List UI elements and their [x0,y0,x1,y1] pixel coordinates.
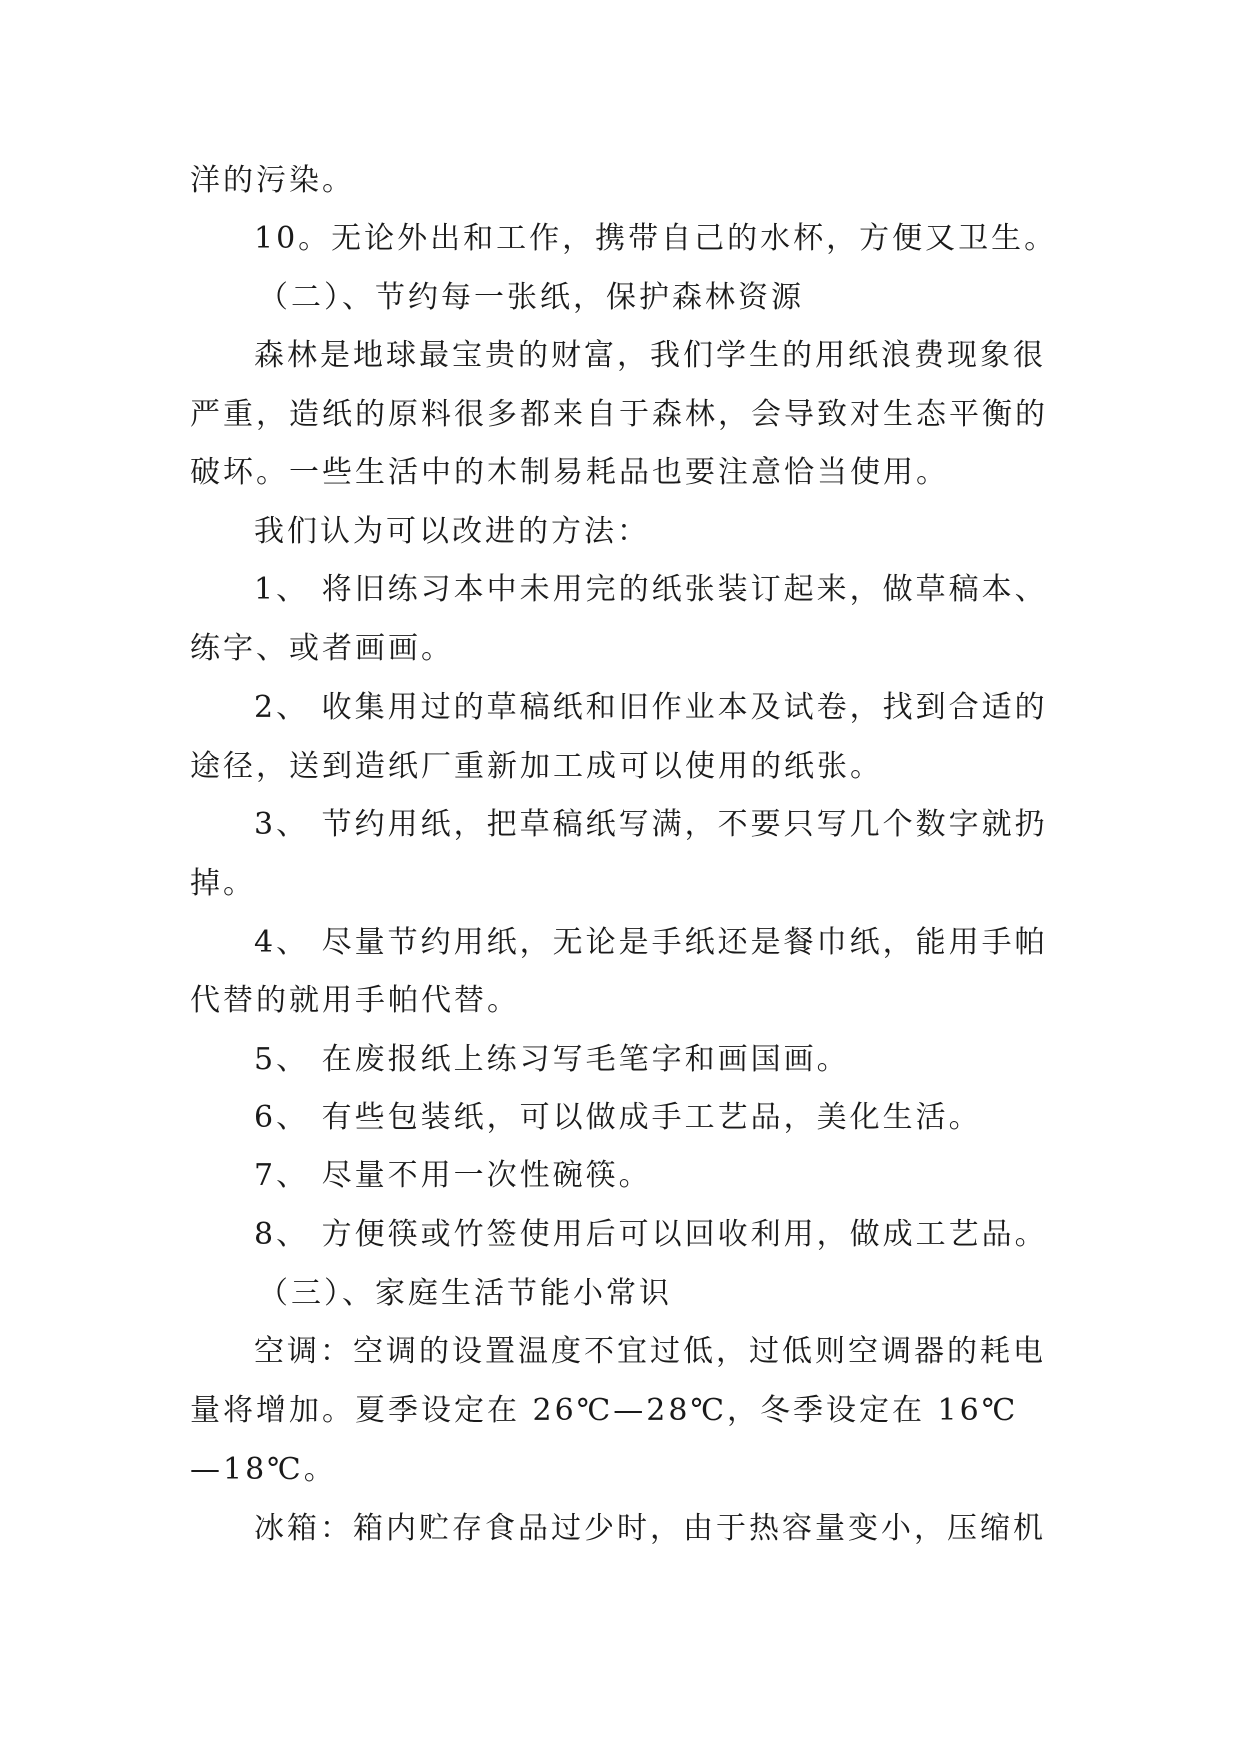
list-item-4-line-2: 代替的就用手帕代替。 [190,983,520,1018]
text-line-item-10: 10。无论外出和工作，携带自己的水杯，方便又卫生。 [254,221,1058,256]
paragraph-ac-line-2: 量将增加。夏季设定在 26℃—28℃，冬季设定在 16℃ [190,1393,1019,1428]
list-item-2-line-2: 途径，送到造纸厂重新加工成可以使用的纸张。 [190,749,883,784]
section-heading-3: （三）、家庭生活节能小常识 [258,1276,672,1311]
text-line-continuation: 洋的污染。 [190,163,355,198]
list-item-4-line-1: 4、 尽量节约用纸，无论是手纸还是餐巾纸，能用手帕 [254,925,1048,960]
paragraph-ac-line-3: —18℃。 [190,1452,337,1487]
list-item-7: 7、 尽量不用一次性碗筷。 [254,1158,652,1193]
list-item-6: 6、 有些包装纸，可以做成手工艺品，美化生活。 [254,1100,982,1135]
paragraph-fridge-line-1: 冰箱：箱内贮存食品过少时，由于热容量变小，压缩机 [254,1511,1046,1546]
paragraph-ac-line-1: 空调：空调的设置温度不宜过低，过低则空调器的耗电 [254,1334,1046,1369]
paragraph-forest-line-2: 严重，造纸的原料很多都来自于森林，会导致对生态平衡的 [190,397,1048,432]
paragraph-forest-line-3: 破坏。一些生活中的木制易耗品也要注意恰当使用。 [190,455,949,490]
methods-intro: 我们认为可以改进的方法： [254,514,650,549]
section-heading-2: （二）、节约每一张纸，保护森林资源 [258,280,804,315]
list-item-1-line-2: 练字、或者画画。 [190,631,454,666]
paragraph-forest-line-1: 森林是地球最宝贵的财富，我们学生的用纸浪费现象很 [254,338,1046,373]
list-item-1-line-1: 1、 将旧练习本中未用完的纸张装订起来，做草稿本、 [254,572,1048,607]
list-item-2-line-1: 2、 收集用过的草稿纸和旧作业本及试卷，找到合适的 [254,690,1048,725]
list-item-5: 5、 在废报纸上练习写毛笔字和画国画。 [254,1042,850,1077]
list-item-3-line-2: 掉。 [190,866,256,901]
list-item-3-line-1: 3、 节约用纸，把草稿纸写满，不要只写几个数字就扔 [254,807,1048,842]
list-item-8: 8、 方便筷或竹签使用后可以回收利用，做成工艺品。 [254,1217,1048,1252]
